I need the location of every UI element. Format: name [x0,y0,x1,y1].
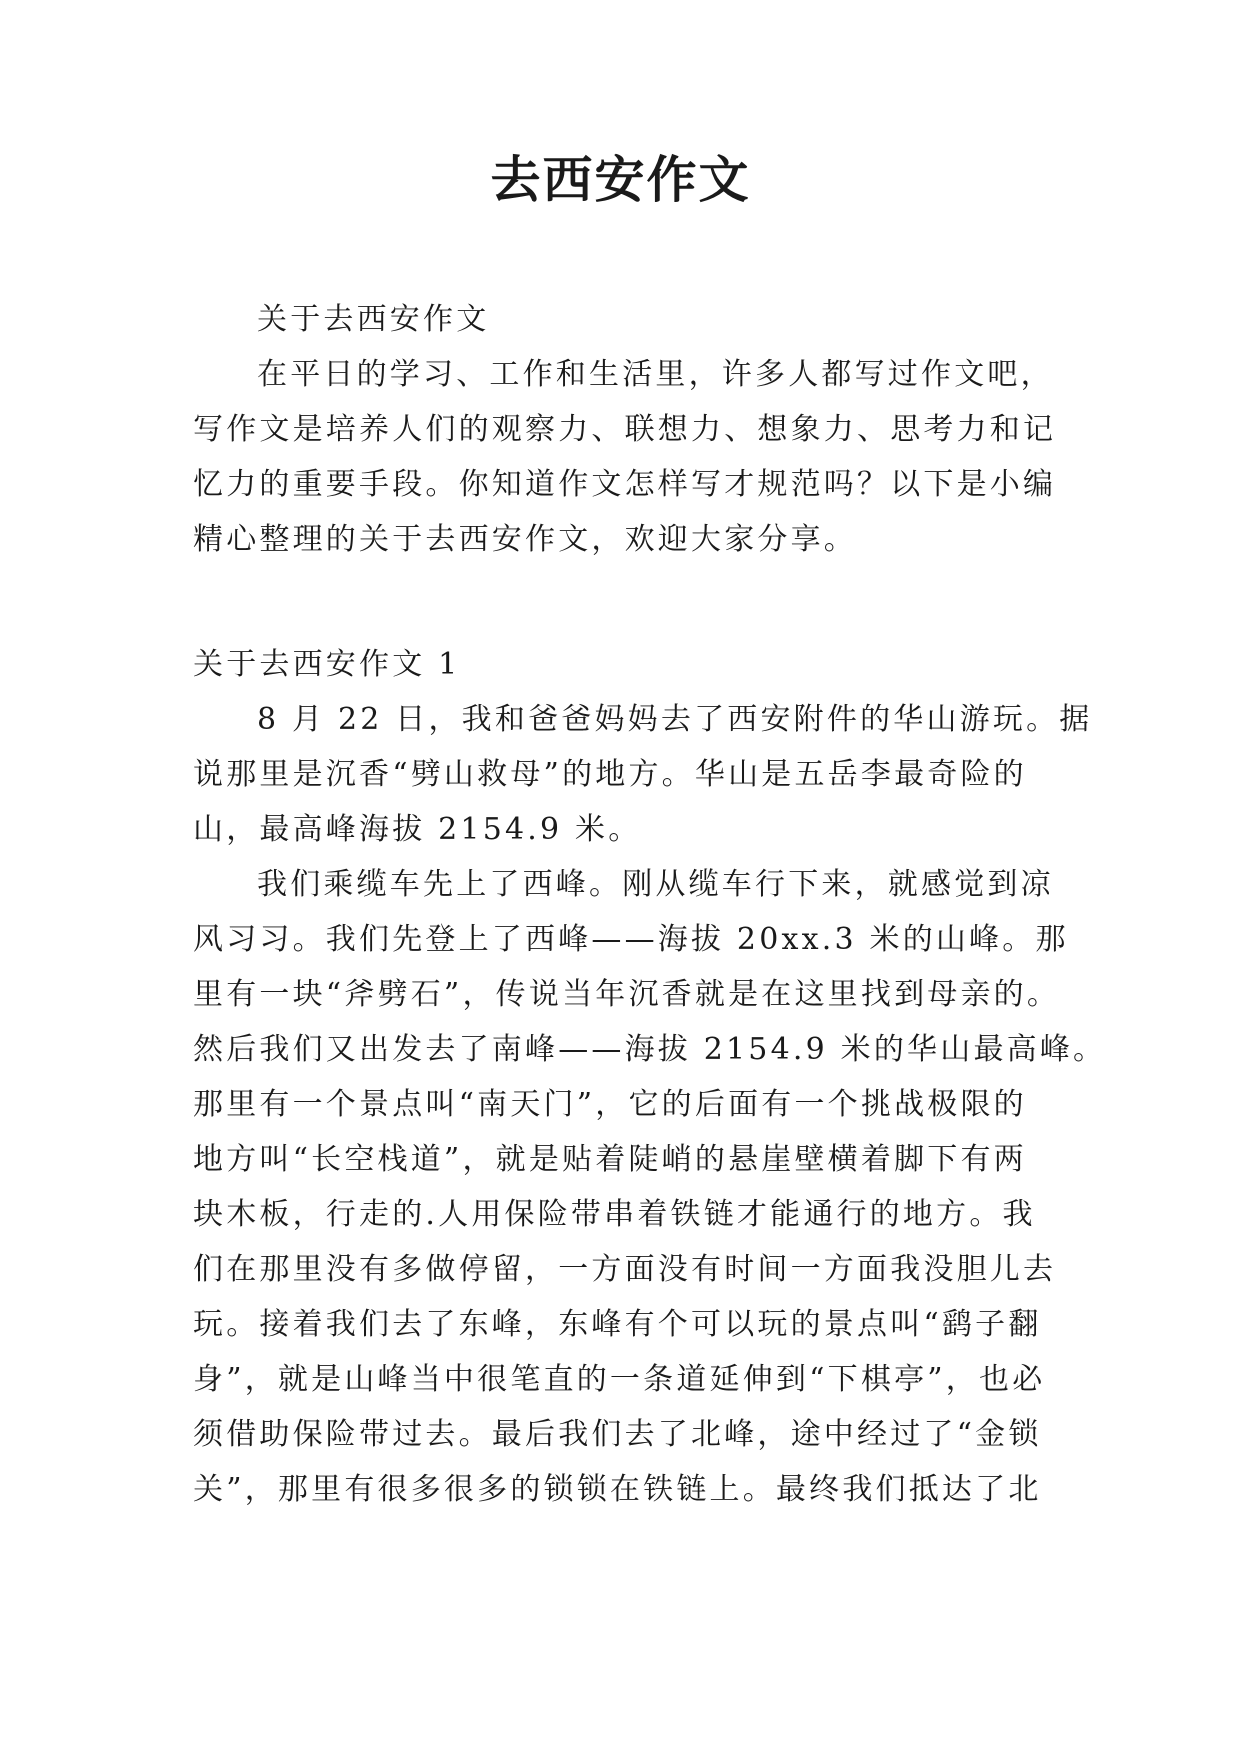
paragraph-line: 块木板，行走的.人用保险带串着铁链才能通行的地方。我 [193,1197,1036,1232]
paragraph-line: 在平日的学习、工作和生活里，许多人都写过作文吧， [257,357,1054,392]
section-heading: 关于去西安作文 1 [193,647,461,682]
paragraph-line: 我们乘缆车先上了西峰。刚从缆车行下来，就感觉到凉 [257,867,1054,902]
paragraph-line: 们在那里没有多做停留，一方面没有时间一方面我没胆儿去 [193,1252,1057,1287]
paragraph-line: 忆力的重要手段。你知道作文怎样写才规范吗？以下是小编 [193,467,1057,502]
paragraph-line: 关”，那里有很多很多的锁锁在铁链上。最终我们抵达了北 [193,1472,1042,1507]
paragraph-line: 写作文是培养人们的观察力、联想力、想象力、思考力和记 [193,412,1057,447]
paragraph-line: 风习习。我们先登上了西峰——海拔 20xx.3 米的山峰。那 [193,922,1069,957]
paragraph-line: 8 月 22 日，我和爸爸妈妈去了西安附件的华山游玩。据 [257,702,1093,737]
paragraph-line: 精心整理的关于去西安作文，欢迎大家分享。 [193,522,857,557]
document-title: 去西安作文 [490,150,751,209]
paragraph-line: 里有一块“斧劈石”，传说当年沉香就是在这里找到母亲的。 [193,977,1061,1012]
intro-heading: 关于去西安作文 [257,302,490,337]
paragraph-line: 须借助保险带过去。最后我们去了北峰，途中经过了“金锁 [193,1417,1042,1452]
paragraph-line: 说那里是沉香“劈山救母”的地方。华山是五岳李最奇险的 [193,757,1027,792]
paragraph-line: 然后我们又出发去了南峰——海拔 2154.9 米的华山最高峰。 [193,1032,1107,1067]
paragraph-line: 山，最高峰海拔 2154.9 米。 [193,812,642,847]
paragraph-line: 地方叫“长空栈道”，就是贴着陡峭的悬崖壁横着脚下有两 [193,1142,1027,1177]
paragraph-line: 玩。接着我们去了东峰，东峰有个可以玩的景点叫“鹞子翻 [193,1307,1042,1342]
paragraph-line: 身”，就是山峰当中很笔直的一条道延伸到“下棋亭”，也必 [193,1362,1046,1397]
paragraph-line: 那里有一个景点叫“南天门”，它的后面有一个挑战极限的 [193,1087,1027,1122]
